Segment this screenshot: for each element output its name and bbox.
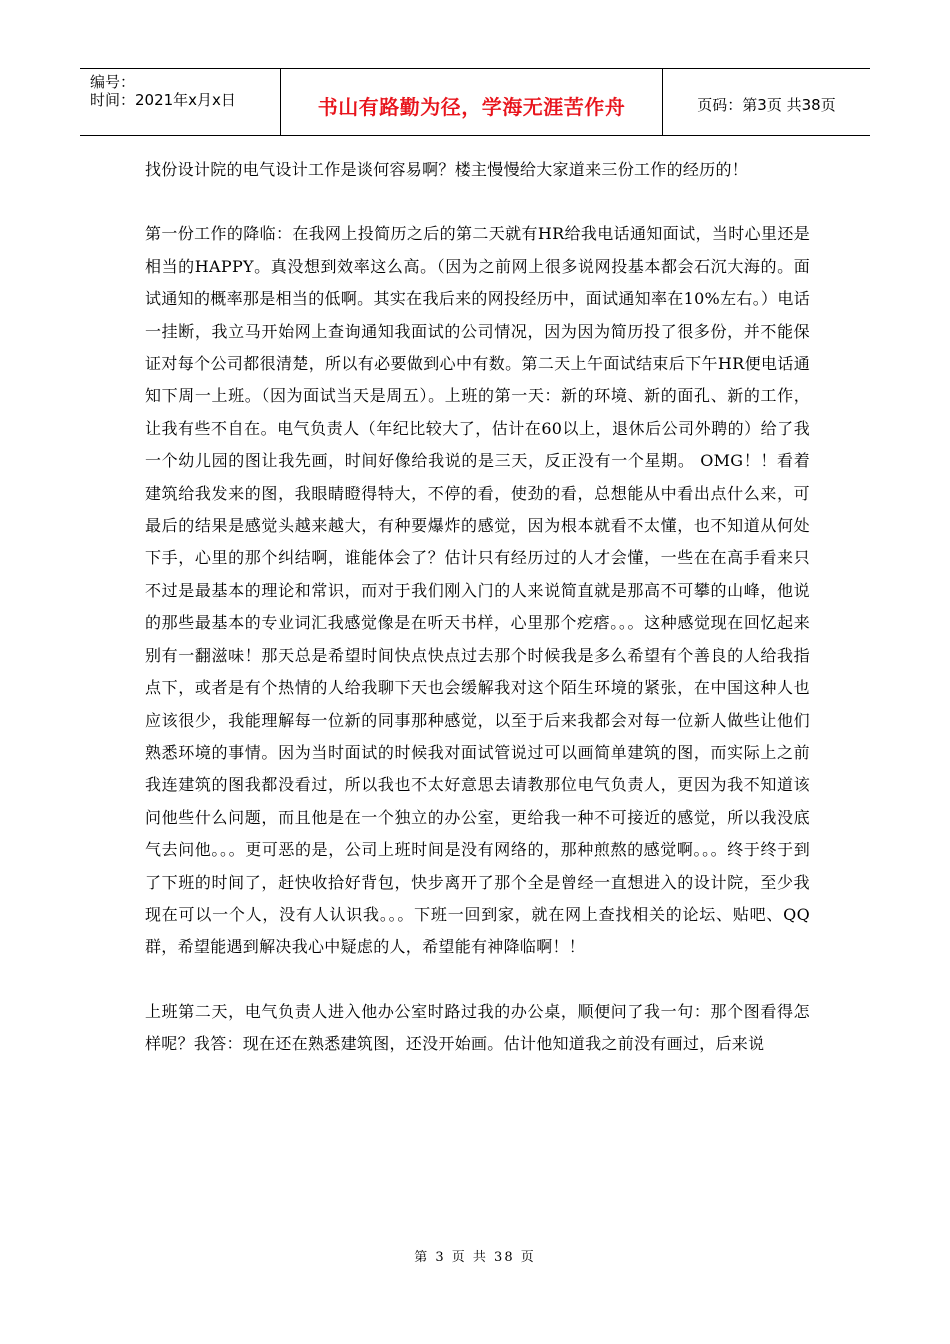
paragraph-first-job: 第一份工作的降临：在我网上投简历之后的第二天就有HR给我电话通知面试，当时心里还是相当的HAPPY。真没想到效率这么高。（因为之前网上很多说网投基本都会石沉大海的。面试通知的概率那是相当的低啊。其实在我后来的网投经历中，面试通知率在10%左右。）电话一挂断，我立马开始网上查询通知我面试的公司情况，因为因为简历投了很多份，并不能保证对每个公司都很清楚，所以有必要做到心中有数。第二天上午面试结束后下午HR便电话通知下周一上班。（因为面试当天是周五）。上班的第一天：新的环境、新的面孔、新的工作，让我有些不自在。电气负责人（年纪比较大了，估计在60以上，退休后公司外聘的）给了我一个幼儿园的图让我先画，时间好像给我说的是三天，反正没有一个星期。 OMG！！看着建筑给我发来的图，我眼睛瞪得特大，不停的看，使劲的看，总想能从中看出点什么来，可最后的结果是感觉头越来越大，有种要爆炸的感觉，因为根本就看不太懂，也不知道从何处下手，心里的那个纠结啊，谁能体会了？估计只有经历过的人才会懂，一些在在高手看来只不过是最基本的理论和常识，而对于我们刚入门的人来说简直就是那高不可攀的山峰，他说的那些最基本的专业词汇我感觉像是在听天书样，心里那个疙瘩。。。这种感觉现在回忆起来别有一翻滋味！那天总是希望时间快点快点过去那个时候我是多么希望有个善良的人给我指点下，或者是有个热情的人给我聊下天也会缓解我对这个陌生环境的紧张，在中国这种人也应该很少，我能理解每一位新的同事那种感觉，以至于后来我都会对每一位新人做些让他们熟悉环境的事情。因为当时面试的时候我对面试管说过可以画简单建筑的图，而实际上之前我连建筑的图我都没看过，所以我也不太好意思去请教那位电气负责人，更因为我不知道该问他些什么问题，而且他是在一个独立的办公室，更给我一种不可接近的感觉，所以我没底气去问他。。。更可恶的是，公司上班时间是没有网络的，那种煎熬的感觉啊。。。终于终于到了下班的时间了，赶快收拾好背包，快步离开了那个全是曾经一直想进入的设计院，至少我现在可以一个人，没有人认识我。。。下班一回到家，就在网上查找相关的论坛、贴吧、QQ群，希望能遇到解决我心中疑虑的人，希望能有神降临啊！！	[145, 224, 810, 957]
page-footer: 第 3 页 共 38 页	[414, 1250, 536, 1265]
paragraph-intro: 找份设计院的电气设计工作是谈何容易啊？楼主慢慢给大家道来三份工作的经历的！	[145, 160, 749, 179]
paragraph-spacer	[145, 964, 810, 996]
header-meta-cell	[80, 69, 281, 135]
document-header	[80, 68, 870, 136]
header-page-cell	[663, 69, 870, 135]
number-label: 编号：	[90, 73, 136, 91]
motto-text: 书山有路勤为径，学海无涯苦作舟	[317, 95, 626, 119]
header-motto-cell	[281, 69, 663, 135]
time-label: 时间：2021年x月x日	[90, 91, 236, 109]
paragraph-spacer	[145, 186, 810, 218]
page-info: 页码：第3页 共38页	[697, 96, 836, 114]
paragraph-second-day: 上班第二天，电气负责人进入他办公室时路过我的办公桌，顺便问了我一句：那个图看得怎样呢？我答：现在还在熟悉建筑图，还没开始画。估计他知道我之前没有画过，后来说	[145, 1001, 810, 1054]
document-body	[145, 154, 810, 1061]
